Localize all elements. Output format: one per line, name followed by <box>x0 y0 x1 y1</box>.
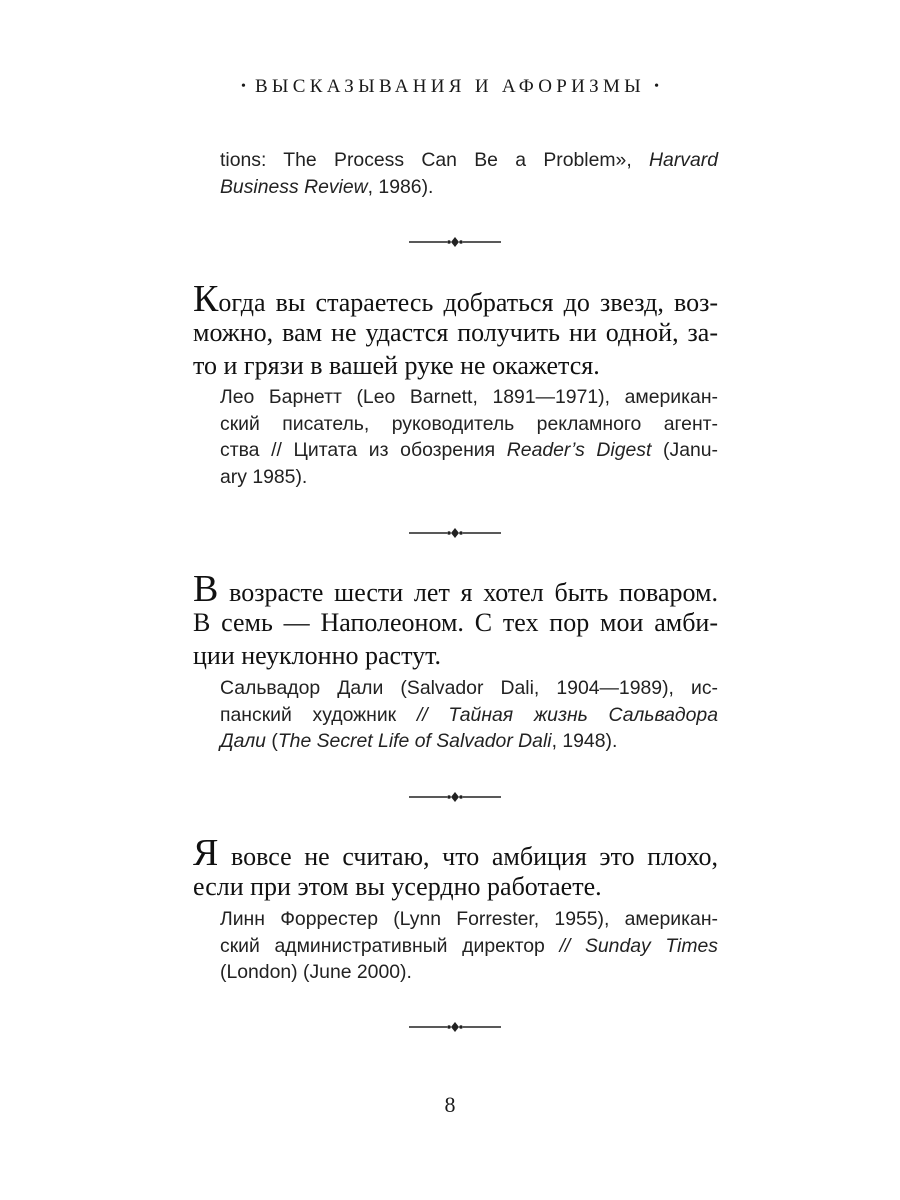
quote-3 <box>193 832 718 903</box>
quote-line: В семь — Наполеоном. С тех пор мои амби- <box>193 608 718 637</box>
quote-1 <box>193 278 718 382</box>
source-line: ский административный директор // Sunday Times <box>220 934 718 957</box>
initial-letter: К <box>193 278 219 320</box>
initial-letter: В <box>193 568 219 610</box>
quote-line: то и грязи в вашей руке не окажется. <box>193 351 600 380</box>
carry-over-source <box>220 147 718 200</box>
header-dot-left: • <box>240 79 246 94</box>
quote-2-source <box>220 675 718 755</box>
quote-line: В возрасте шести лет я хотел быть поваром. <box>193 568 718 610</box>
quote-2 <box>193 568 718 672</box>
ornament-divider <box>409 236 501 248</box>
quote-line: ции неуклонно растут. <box>193 641 441 670</box>
source-line: ский писатель, руководитель рекламного агент- <box>220 412 718 435</box>
quote-line: можно, вам не удастся получить ни одной, за- <box>193 318 718 347</box>
source-line: панский художник // Тайная жизнь Сальвадора <box>220 703 718 726</box>
ornament-divider <box>409 791 501 803</box>
source-line: Линн Форрестер (Lynn Forrester, 1955), американ- <box>220 908 718 930</box>
quote-1-source <box>220 384 718 490</box>
quote-3-source <box>220 906 718 986</box>
ornament-divider <box>409 1021 501 1033</box>
quote-line: если при этом вы усердно работаете. <box>193 872 602 901</box>
source-line: (London) (June 2000). <box>220 961 412 983</box>
page-number: 8 <box>444 1092 456 1117</box>
source-line: ства // Цитата из обозрения Reader’s Digest (Janu- <box>220 439 719 461</box>
source-line: Сальвадор Дали (Salvador Dali, 1904—1989), ис- <box>220 677 718 699</box>
source-line: Дали (The Secret Life of Salvador Dali, 1948). <box>220 730 618 752</box>
running-header <box>0 76 900 98</box>
header-title: ВЫСКАЗЫВАНИЯ И АФОРИЗМЫ <box>254 76 646 97</box>
ornament-divider <box>409 527 501 539</box>
header-dot-right: • <box>654 79 660 94</box>
quote-line: Я вовсе не считаю, что амбиция это плохо, <box>193 832 718 874</box>
quote-line: Когда вы стараетесь добраться до звезд, воз- <box>193 278 718 320</box>
source-line: Business Review, 1986). <box>220 175 434 198</box>
initial-letter: Я <box>193 832 219 874</box>
source-line: ary 1985). <box>220 465 308 488</box>
source-line: Лео Барнетт (Leo Barnett, 1891—1971), американ- <box>220 386 718 408</box>
source-line: tions: The Process Can Be a Problem», Harvard <box>220 149 718 171</box>
